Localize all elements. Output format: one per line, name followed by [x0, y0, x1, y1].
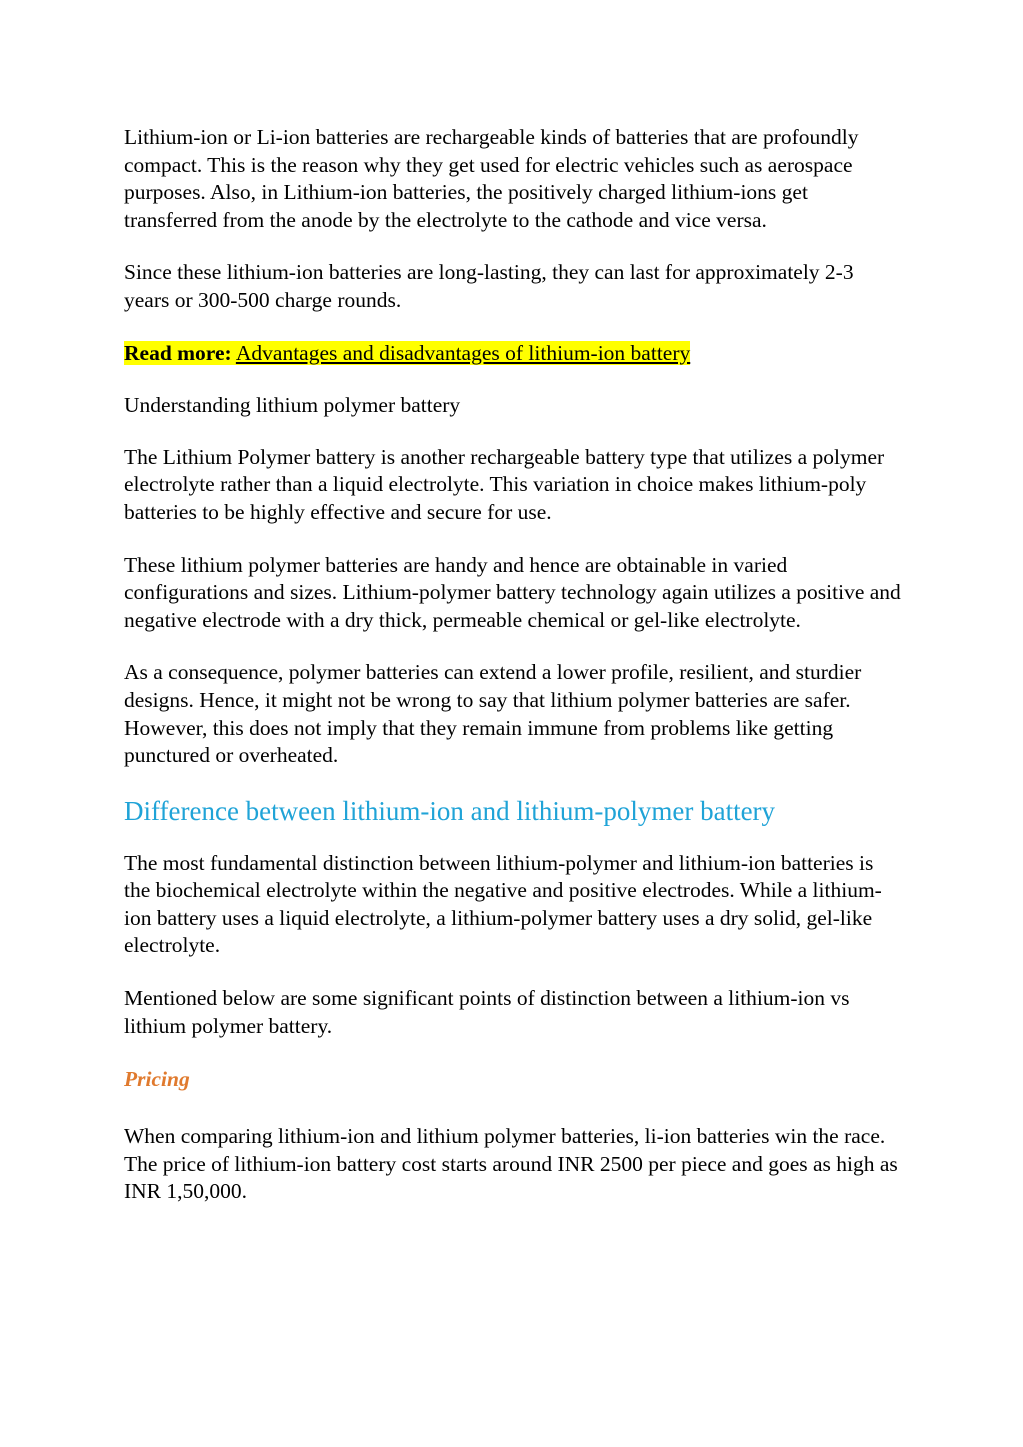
lifespan-paragraph: Since these lithium-ion batteries are long-lasting, they can last for approximately 2-3 years or 300-500 charge rounds. [124, 260, 854, 312]
polymer-config-paragraph: These lithium polymer batteries are handy and hence are obtainable in varied configurations and sizes. Lithium-polymer battery technology again utilizes a positive and negative electrode with a dry thick, permeable chemical or gel-like electrolyte. [124, 552, 901, 632]
pricing-paragraph: When comparing lithium-ion and lithium polymer batteries, li-ion batteries win the race. The price of lithium-ion battery cost starts around INR 2500 per piece and goes as high as INR 1,50,000. [124, 1124, 898, 1204]
pricing-heading: Pricing [124, 1067, 190, 1092]
difference-paragraph: The most fundamental distinction between lithium-polymer and lithium-ion batteries is the biochemical electrolyte within the negative and positive electrodes. While a lithium-ion battery uses a liquid electrolyte, a lithium-polymer battery uses a dry solid, gel-like electrolyte. [124, 850, 882, 958]
read-more-line [124, 340, 904, 368]
section-heading: Difference between lithium-ion and lithium-polymer battery [124, 795, 776, 826]
read-more-label: Read more: [124, 340, 232, 365]
polymer-safety-paragraph: As a consequence, polymer batteries can extend a lower profile, resilient, and sturdier designs. Hence, it might not be wrong to say that lithium polymer batteries are safer. However, this does not imply that they remain immune from problems like getting punctured or overheated. [124, 660, 862, 768]
polymer-subheading: Understanding lithium polymer battery [124, 393, 461, 418]
read-more-link[interactable]: Advantages and disadvantages of lithium-ion battery [235, 340, 691, 365]
read-more-highlight [124, 341, 690, 365]
document-page [124, 124, 904, 1206]
distinction-intro-paragraph: Mentioned below are some significant points of distinction between a lithium-ion vs lithium polymer battery. [124, 986, 850, 1038]
intro-paragraph: Lithium-ion or Li-ion batteries are rechargeable kinds of batteries that are profoundly compact. This is the reason why they get used for electric vehicles such as aerospace purposes. Also, in Lithium-ion batteries, the positively charged lithium-ions get transferred from the anode by the electrolyte to the cathode and vice versa. [124, 125, 859, 232]
polymer-intro-paragraph: The Lithium Polymer battery is another rechargeable battery type that utilizes a polymer electrolyte rather than a liquid electrolyte. This variation in choice makes lithium-poly batteries to be highly effective and secure for use. [124, 444, 885, 524]
